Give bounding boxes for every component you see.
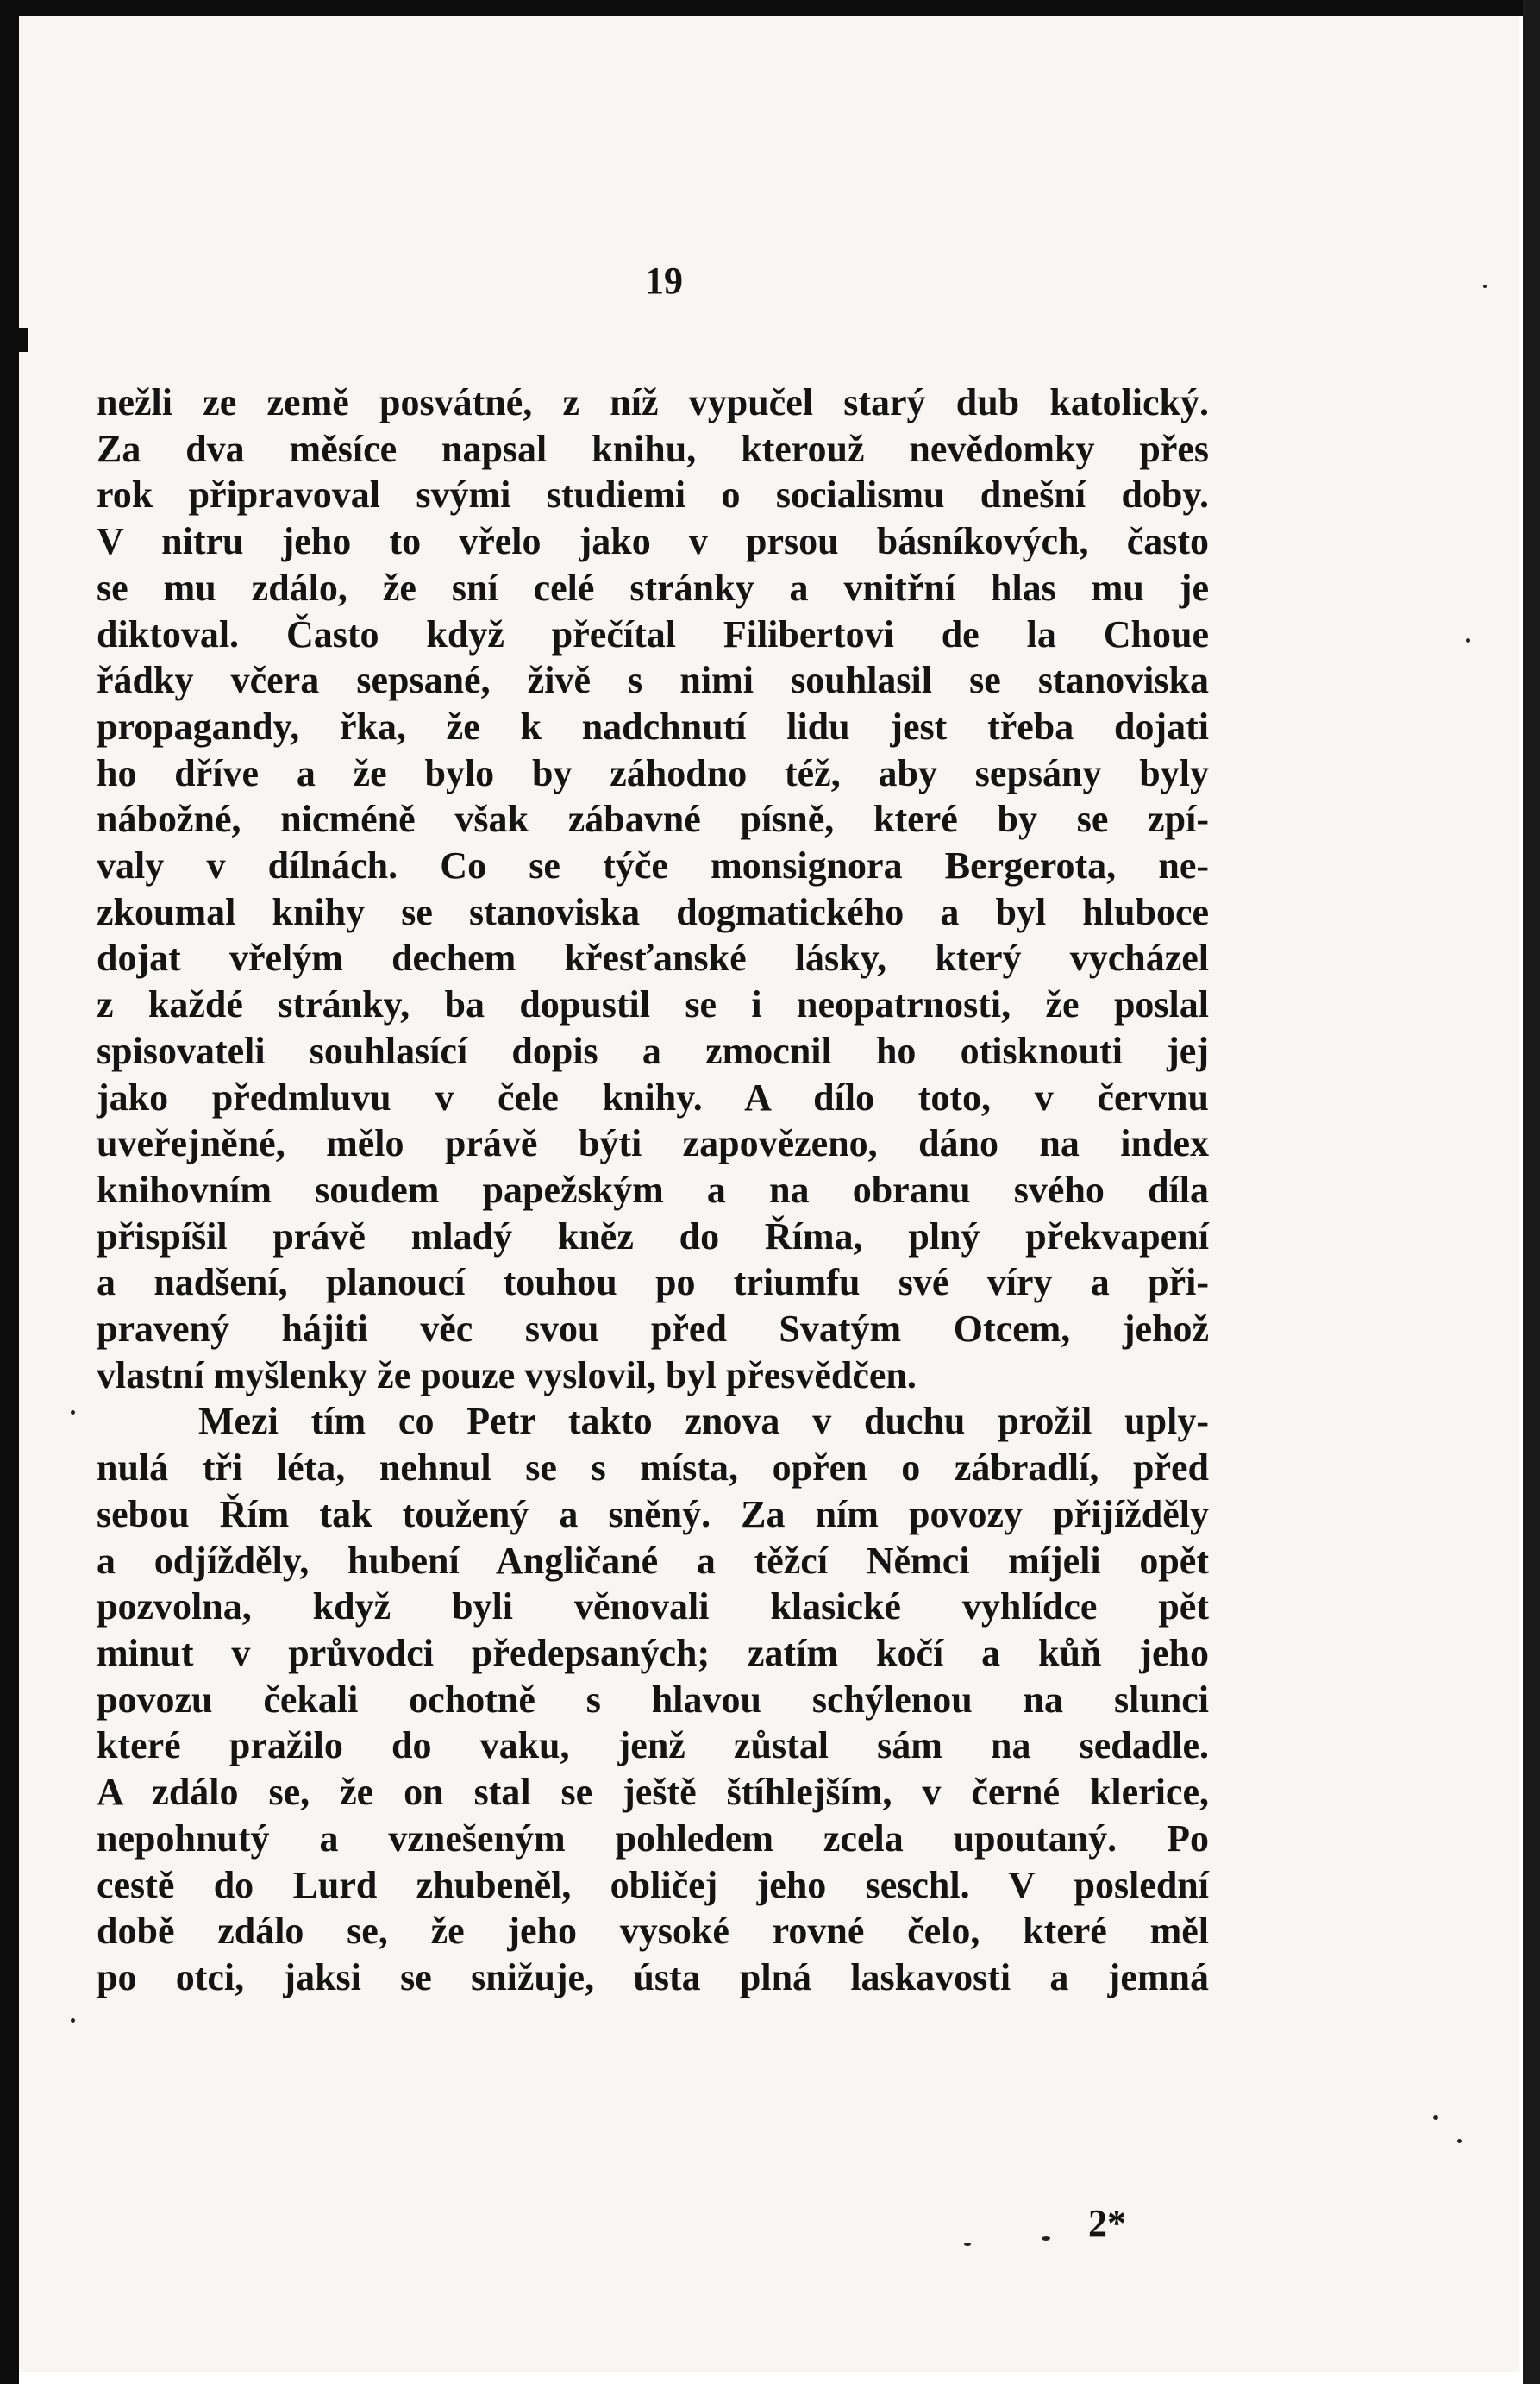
text-line: Za dva měsíce napsal knihu, kterouž nevědomky přes bbox=[97, 427, 1209, 470]
text-line: a odjížděly, hubení Angličané a těžcí Němci míjeli opět bbox=[97, 1539, 1209, 1582]
scan-border-right bbox=[1523, 0, 1540, 2384]
text-line: se mu zdálo, že sní celé stránky a vnitřní hlas mu je bbox=[97, 566, 1209, 609]
text-line: jako předmluvu v čele knihy. A dílo toto, v červnu bbox=[97, 1076, 1209, 1119]
text-line: nábožné, nicméně však zábavné písně, které by se zpí- bbox=[97, 798, 1209, 841]
scan-border-left bbox=[0, 0, 19, 2384]
text-line: přispíšil právě mladý kněz do Říma, plný překvapení bbox=[97, 1214, 1209, 1258]
text-line: době zdálo se, že jeho vysoké rovné čelo, které měl bbox=[97, 1910, 1209, 1953]
text-line: knihovním soudem papežským a na obranu svého díla bbox=[97, 1168, 1209, 1211]
dust-speck bbox=[1466, 638, 1470, 643]
scan-border-top bbox=[12, 0, 1540, 16]
dust-speck bbox=[71, 1410, 75, 1415]
dust-speck bbox=[1457, 2139, 1462, 2143]
dust-speck bbox=[964, 2243, 971, 2246]
text-line: které pražilo do vaku, jenž zůstal sám na sedadle. bbox=[97, 1724, 1209, 1767]
text-line: V nitru jeho to vřelo jako v prsou básníkových, často bbox=[97, 520, 1209, 563]
text-line: diktoval. Často když přečítal Filibertovi de la Choue bbox=[97, 612, 1209, 656]
page-number: 19 bbox=[645, 260, 683, 302]
text-line: nežli ze země posvátné, z níž vypučel starý dub katolický. bbox=[97, 381, 1209, 423]
scan-border-mark bbox=[19, 328, 28, 352]
text-line: ho dříve a že bylo by záhodno též, aby sepsány byly bbox=[97, 751, 1209, 794]
text-line: propagandy, řka, že k nadchnutí lidu jest třeba dojati bbox=[97, 705, 1209, 748]
text-line: vlastní myšlenky že pouze vyslovil, byl přesvědčen. bbox=[97, 1353, 917, 1396]
text-line: minut v průvodci předepsaných; zatím kočí a kůň jeho bbox=[97, 1631, 1209, 1674]
text-line: pozvolna, když byli věnovali klasické vyhlídce pět bbox=[97, 1585, 1209, 1628]
text-line: po otci, jaksi se snižuje, ústa plná laskavosti a jemná bbox=[97, 1955, 1209, 1998]
text-line: zkoumal knihy se stanoviska dogmatického a byl hluboce bbox=[97, 890, 1209, 933]
text-line: spisovateli souhlasící dopis a zmocnil ho otisknouti jej bbox=[97, 1029, 1209, 1072]
text-line: rok připravoval svými studiemi o socialismu dnešní doby. bbox=[97, 474, 1209, 517]
text-line: uveřejněné, mělo právě býti zapovězeno, dáno na index bbox=[97, 1122, 1209, 1165]
text-line: dojat vřelým dechem křesťanské lásky, který vycházel bbox=[97, 937, 1209, 980]
text-line: z každé stránky, ba dopustil se i neopatrnosti, že poslal bbox=[97, 983, 1209, 1026]
dust-speck bbox=[1483, 285, 1487, 288]
text-line: řádky včera sepsané, živě s nimi souhlasil se stanoviska bbox=[97, 659, 1209, 702]
text-line: A zdálo se, že on stal se ještě štíhlejším, v černé klerice, bbox=[97, 1771, 1209, 1814]
text-line: valy v dílnách. Co se týče monsignora Bergerota, ne- bbox=[97, 844, 1209, 888]
signature-mark: 2* bbox=[1088, 2202, 1126, 2244]
text-line: a nadšení, planoucí touhou po triumfu své víry a při- bbox=[97, 1261, 1209, 1304]
dust-speck bbox=[71, 2018, 75, 2023]
dust-speck bbox=[1042, 2236, 1050, 2241]
text-line: nulá tři léta, nehnul se s místa, opřen o zábradlí, před bbox=[97, 1446, 1209, 1490]
text-line: pravený hájiti věc svou před Svatým Otcem, jehož bbox=[97, 1308, 1209, 1351]
dust-speck bbox=[1433, 2115, 1438, 2120]
text-line: cestě do Lurd zhubeněl, obličej jeho seschl. V poslední bbox=[97, 1863, 1209, 1906]
text-line: sebou Řím tak toužený a sněný. Za ním povozy přijížděly bbox=[97, 1492, 1209, 1535]
text-line: povozu čekali ochotně s hlavou schýlenou na slunci bbox=[97, 1678, 1209, 1721]
body-text bbox=[97, 380, 1209, 2001]
text-line: nepohnutý a vznešeným pohledem zcela upoutaný. Po bbox=[97, 1816, 1209, 1860]
paragraph-first-line: Mezi tím co Petr takto znova v duchu prožil uply- bbox=[198, 1400, 1209, 1443]
